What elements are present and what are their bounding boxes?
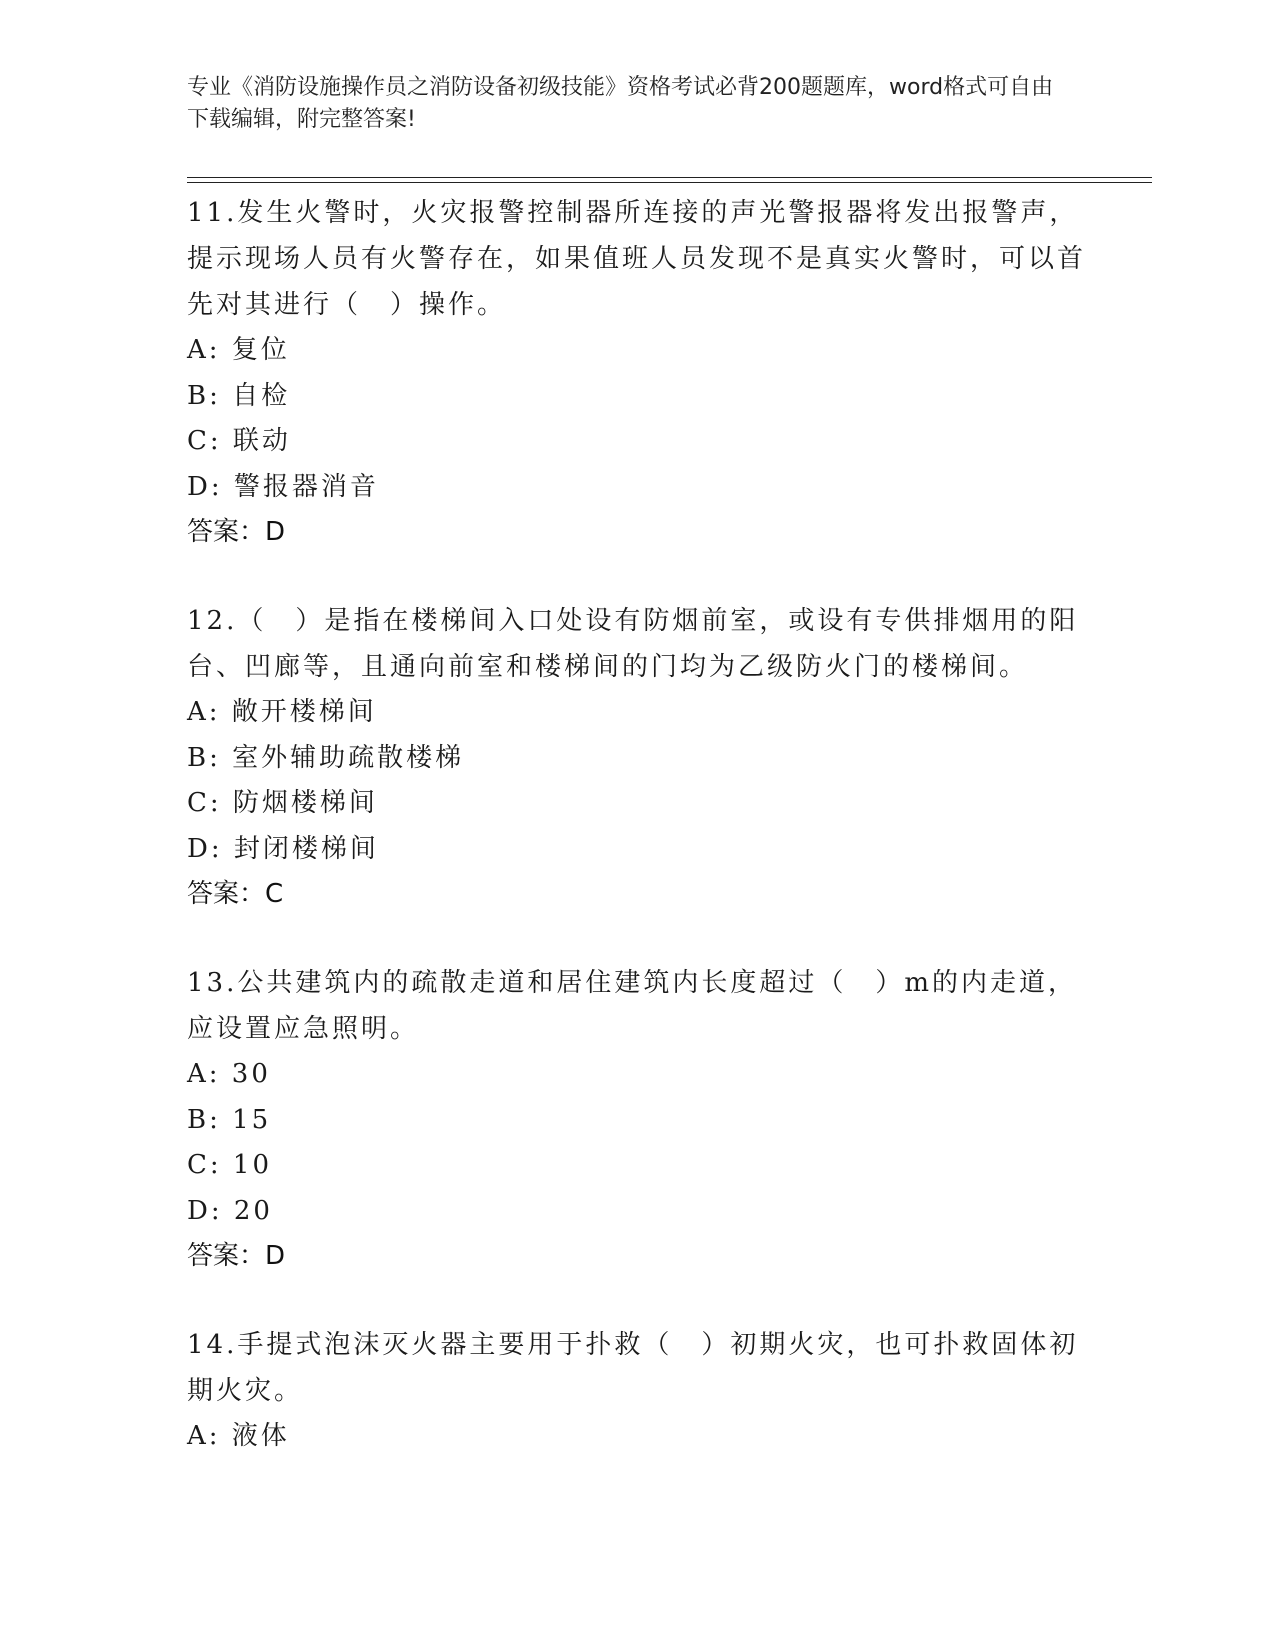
option-b: B: 室外辅助疏散楼梯 <box>187 742 465 773</box>
option-d: D: 警报器消音 <box>187 471 379 502</box>
question-item <box>187 190 1087 555</box>
question-stem: 12.（ ）是指在楼梯间入口处设有防烟前室，或设有专供排烟用的阳台、凹廊等，且通向前室和楼梯间的门均为乙级防火门的楼梯间。 <box>187 606 1079 682</box>
option-b: B: 15 <box>187 1104 272 1135</box>
option-c: C: 防烟楼梯间 <box>187 788 378 818</box>
option-a: A: 液体 <box>187 1421 290 1451</box>
option-list <box>187 690 1087 872</box>
answer-line: 答案：D <box>187 517 286 547</box>
option-d: D: 封闭楼梯间 <box>187 833 379 864</box>
question-list <box>187 190 1087 1503</box>
option-list <box>187 328 1087 510</box>
option-list <box>187 1414 1087 1460</box>
page-header: 专业《消防设施操作员之消防设备初级技能》资格考试必背200题题库，word格式可自由下载编辑，附完整答案! <box>187 75 1054 132</box>
header-divider-top <box>187 177 1152 178</box>
question-stem: 11.发生火警时，火灾报警控制器所连接的声光警报器将发出报警声，提示现场人员有火警存在，如果值班人员发现不是真实火警时，可以首先对其进行（ ）操作。 <box>187 198 1087 320</box>
question-item <box>187 598 1087 917</box>
option-a: A: 敞开楼梯间 <box>187 697 377 727</box>
question-item <box>187 960 1087 1279</box>
answer-line: 答案：D <box>187 1241 286 1271</box>
option-list <box>187 1052 1087 1234</box>
question-stem: 14.手提式泡沫灭火器主要用于扑救（ ）初期火灾，也可扑救固体初期火灾。 <box>187 1330 1079 1406</box>
answer-line: 答案：C <box>187 879 284 909</box>
option-a: A: 30 <box>187 1059 271 1089</box>
option-c: C: 10 <box>187 1150 273 1180</box>
option-c: C: 联动 <box>187 426 291 456</box>
option-d: D: 20 <box>187 1195 273 1226</box>
question-item <box>187 1322 1087 1460</box>
option-b: B: 自检 <box>187 380 291 411</box>
header-divider-bottom <box>187 182 1152 183</box>
question-stem: 13.公共建筑内的疏散走道和居住建筑内长度超过（ ）m的内走道，应设置应急照明。 <box>187 968 1078 1044</box>
option-a: A: 复位 <box>187 335 290 365</box>
